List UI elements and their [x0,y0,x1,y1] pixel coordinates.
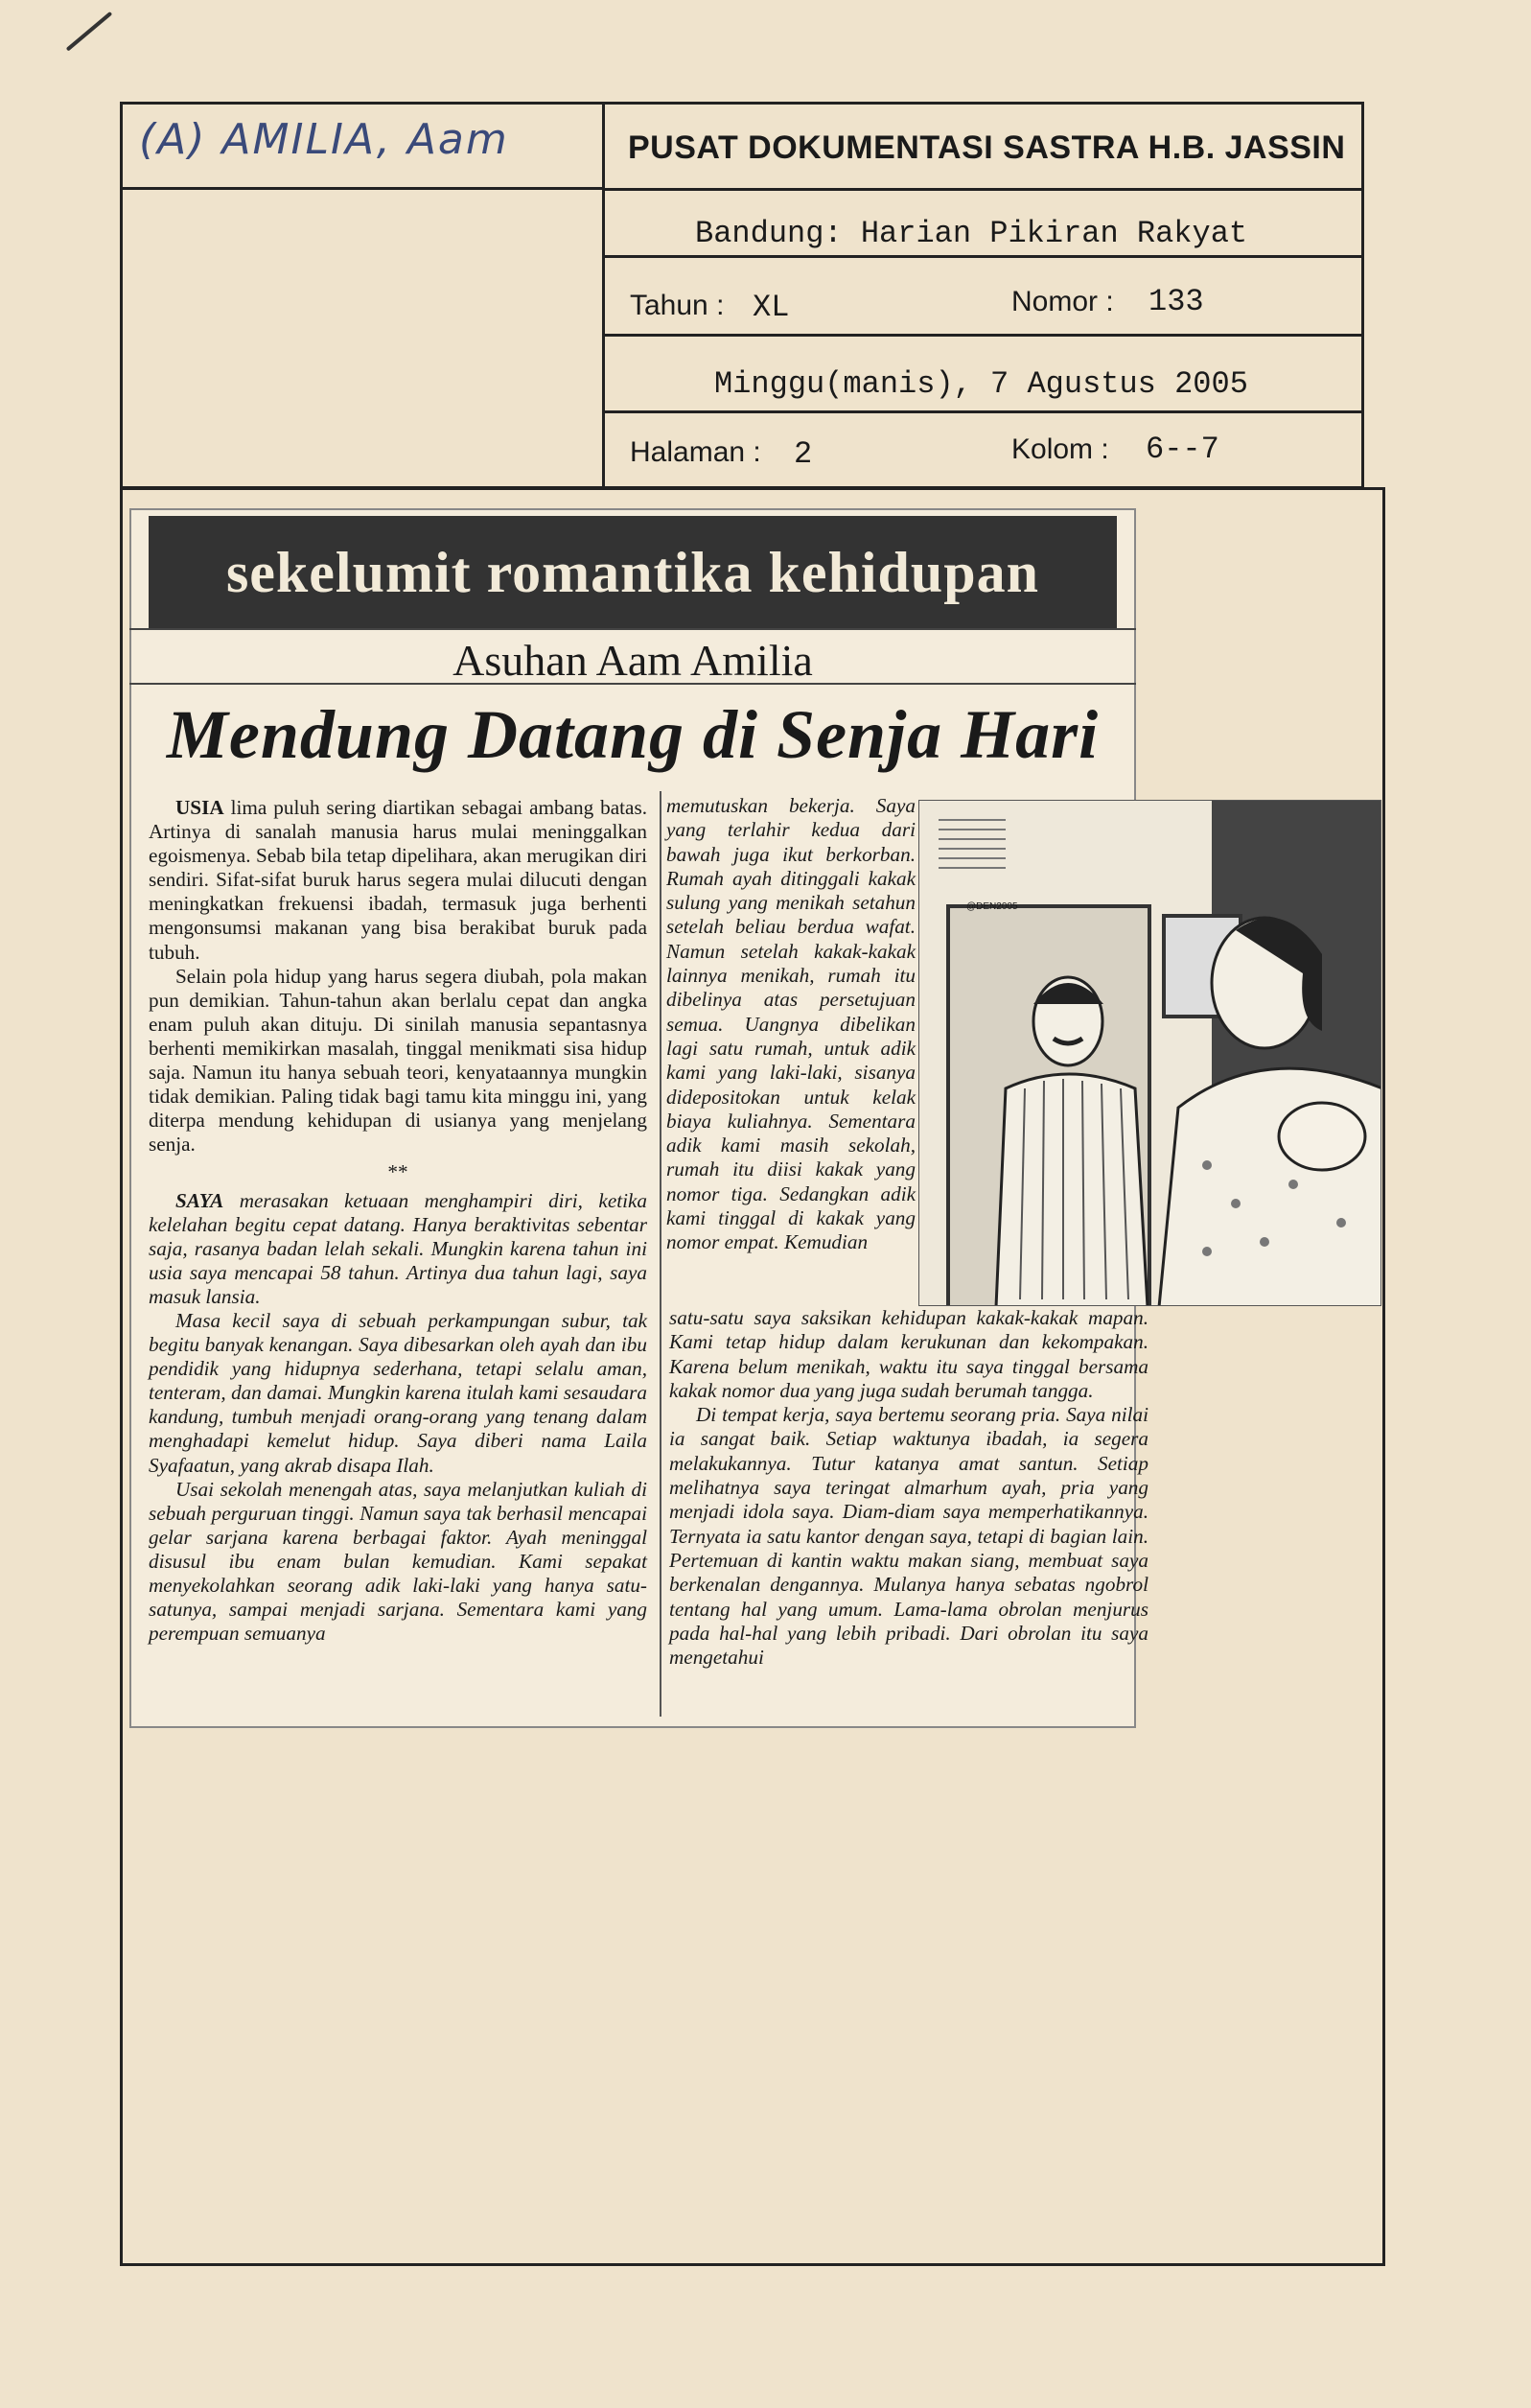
paragraph: Usai sekolah menengah atas, saya melanjutkan kuliah di sebuah perguruan tinggi. Namun saya tak berhasil mencapai gelar sarjana karena berbagai faktor. Ayah meninggal disusul ibu enam bulan kemudian. Kami sepakat menyekolahkan seorang adik laki-laki yang hanya satu-satunya, sampai menjadi sarjana. Sementara kami yang perempuan semuanya [149,1477,647,1646]
rule [129,628,1136,630]
paragraph: Masa kecil saya di sebuah perkampungan subur, tak begitu banyak kenangan. Saya dibesarkan oleh ayah dan ibu pendidik yang hidupnya sederhana, tetapi selalu aman, tenteram, dan damai. Mungkin karena itulah kami sesaudara kandung, tumbuh menjadi orang-orang yang tenang dalam menghadapi kemelut hidup. Saya diberi nama Laila Syafaatun, yang akrab disapa Ilah. [149,1308,647,1477]
archive-organization: PUSAT DOKUMENTASI SASTRA H.B. JASSIN [628,129,1346,166]
illustration-credit: @DEN2005 [966,901,1018,912]
nomor-value: 133 [1148,284,1204,319]
paragraph: memutuskan bekerja. Saya yang terlahir kedua dari bawah juga ikut berkorban. Rumah ayah ditinggali kakak sulung yang menikah setahun setelah beliau berdua wafat. Namun setelah kakak-kakak lainnya menikah, rumah itu dibelinya atas persetujuan semua. Uangnya dibelikan lagi satu rumah, untuk adik kami yang laki-laki, sisanya didepositokan untuk kelak biaya kuliahnya. Sementara adik kami masih sekolah, rumah itu diisi kakak yang nomor tiga. Sedangkan adik kami tinggal di kakak yang nomor empat. Kemudian [666,794,916,1254]
column-divider [660,791,661,1717]
halaman-value: 2 [794,436,813,472]
issue-date: Minggu(manis), 7 Agustus 2005 [714,366,1248,402]
article-illustration [918,800,1381,1306]
byline: Asuhan Aam Amilia [452,636,813,685]
row-divider [602,410,1364,413]
article-column-2-top [666,794,916,1255]
kolom-label: Kolom : [1011,433,1109,465]
newspaper-source: Bandung: Harian Pikiran Rakyat [695,216,1248,251]
section-separator: ** [387,1160,408,1184]
pen-mark [66,12,113,52]
rule [129,683,1136,685]
paragraph: Selain pola hidup yang harus segera diubah, pola makan pun demikian. Tahun-tahun akan berlalu cepat dan angka enam puluh akan dituju. Di sinilah manusia sepantasnya berhenti memikirkan masalah, tinggal menikmati sisa hidup saja. Namun itu hanya sebuah teori, kenyataannya mungkin tidak demikian. Paling tidak bagi tamu kita minggu ini, yang diterpa mendung kehidupan di usianya yang menjelang senja. [149,964,647,1157]
kolom-value: 6--7 [1146,432,1219,467]
illustration-drawing [919,801,1381,1306]
handwritten-author-note: (A) AMILIA, Aam [139,115,509,164]
lead-word: USIA [175,796,224,819]
row-divider [602,188,1364,191]
tahun-value: XL [753,290,790,325]
paragraph: Di tempat kerja, saya bertemu seorang pria. Saya nilai ia sangat baik. Setiap waktunya ibadah, ia segera melakukannya. Tutur katanya amat santun. Setiap melihatnya saya teringat almarhum ayah, pria yang menjadi idola saya. Diam-diam saya memperhatikannya. Ternyata ia satu kantor dengan saya, tetapi di bagian lain. Pertemuan di kantin waktu makan siang, membuat saya berkenalan dengannya. Mulanya hanya sebatas ngobrol tentang hal yang umum. Lama-lama obrolan menjurus pada hal-hal yang lebih pribadi. Dari obrolan itu saya mengetahui [669,1403,1148,1670]
paragraph: lima puluh sering diartikan sebagai ambang batas. Artinya di sanalah manusia harus mulai meninggalkan egoismenya. Sebab bila tetap dipelihara, akan merugikan diri sendiri. Sifat-sifat buruk harus segera mulai dilucuti dengan meningkatkan frekuensi ibadah, termasuk juga berhenti mengonsumsi makanan yang bisa berakibat buruk pada tubuh. [149,796,648,964]
rubric-banner: sekelumit romantika kehidupan [149,516,1117,629]
article-column-2-bottom [669,1306,1148,1670]
article-column-1 [149,796,647,1646]
nomor-label: Nomor : [1011,286,1114,317]
row-divider [602,334,1364,337]
paragraph: merasakan ketuaan menghampiri diri, ketika kelelahan begitu cepat datang. Hanya beraktivitas sebentar saja, rasanya badan lelah sekali. Mungkin karena tahun ini usia saya mencapai 58 tahun. Artinya dua tahun lagi, saya masuk lansia. [149,1188,648,1308]
paragraph: satu-satu saya saksikan kehidupan kakak-kakak mapan. Kami tetap hidup dalam kerukunan dan kekompakan. Karena belum menikah, waktu itu saya tinggal bersama kakak nomor dua yang juga sudah berumah tangga. [669,1306,1148,1402]
halaman-label: Halaman : [630,436,761,468]
headline: Mendung Datang di Senja Hari [166,696,1100,773]
lead-word: SAYA [175,1188,224,1212]
tahun-label: Tahun : [630,290,725,321]
row-divider [602,255,1364,258]
